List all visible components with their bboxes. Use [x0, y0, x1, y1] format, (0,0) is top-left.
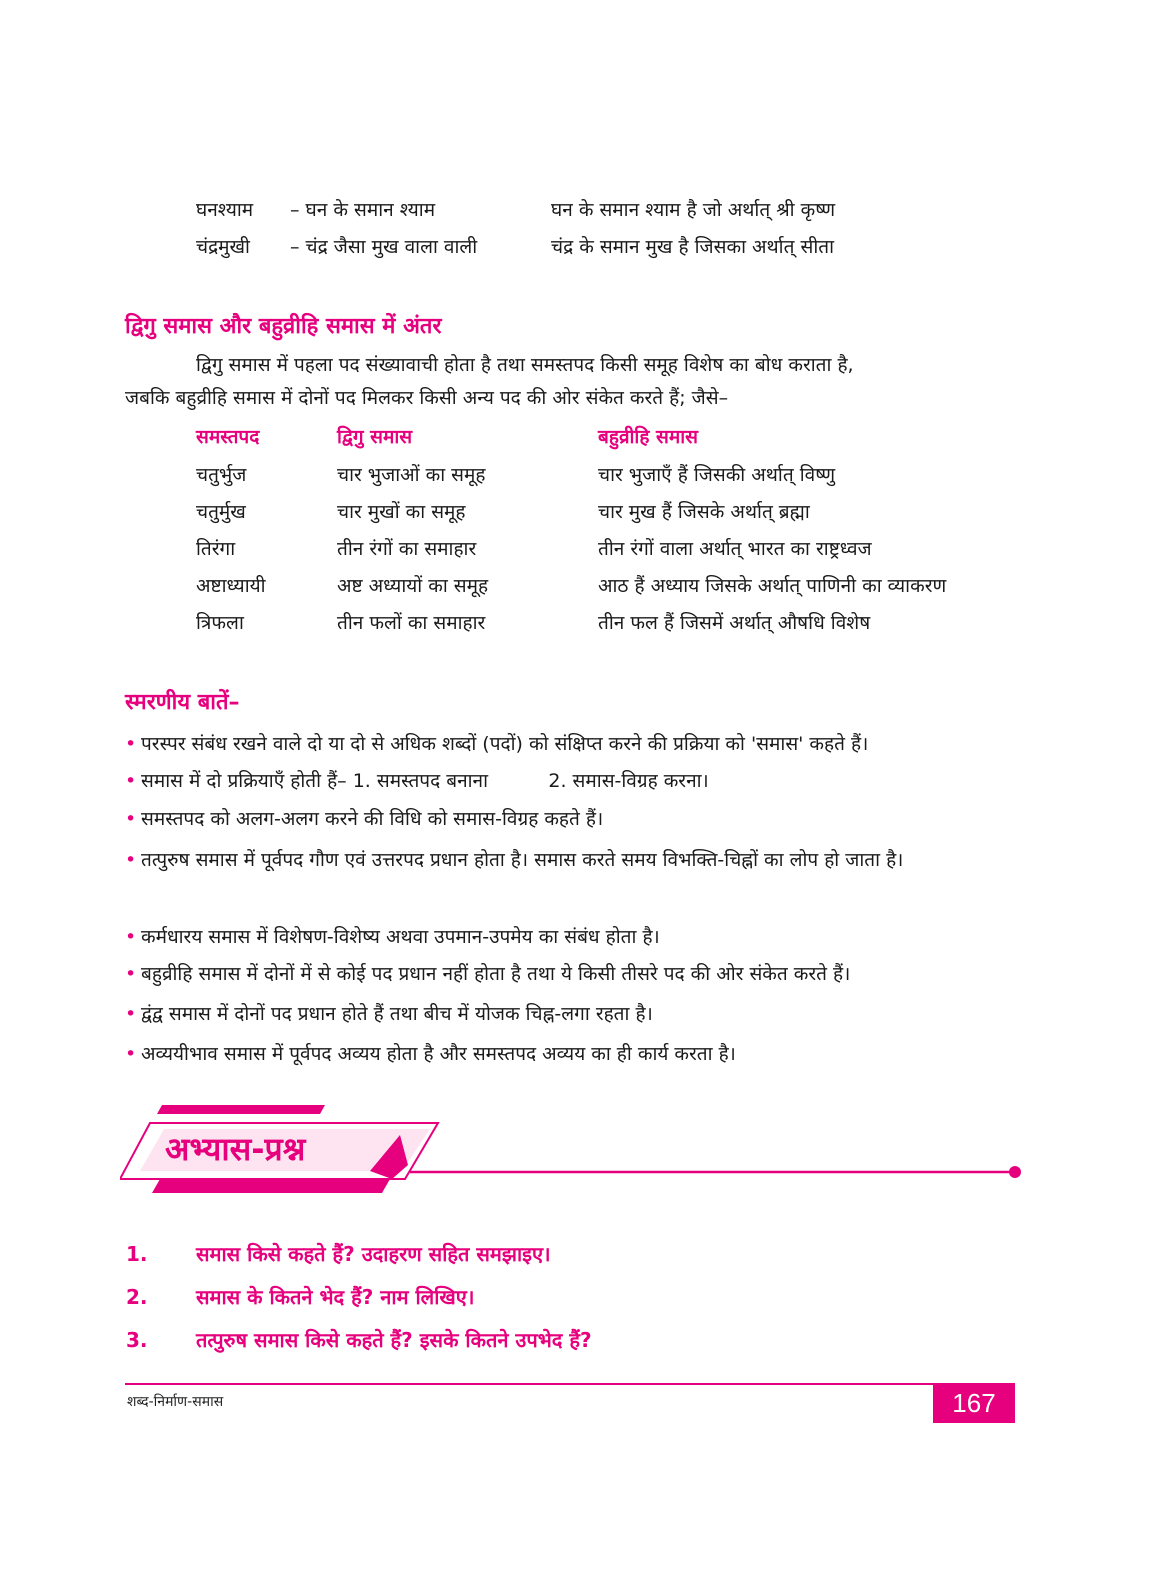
- example-word: चंद्रमुखी: [196, 236, 250, 258]
- section-heading-difference: द्विगु समास और बहुव्रीहि समास में अंतर: [125, 314, 442, 339]
- list-item: [125, 842, 1021, 878]
- table-cell: तीन फल हैं जिसमें अर्थात् औषधि विशेष: [598, 612, 871, 634]
- example-meaning: घन के समान श्याम है जो अर्थात् श्री कृष्ण: [551, 199, 836, 221]
- question-item: [126, 1240, 551, 1267]
- example-word: घनश्याम: [196, 199, 254, 221]
- footer-rule: [125, 1383, 933, 1385]
- list-item-text: द्वंद्व समास में दोनों पद प्रधान होते हैं तथा बीच में योजक चिह्न-लगा रहता है।: [141, 1003, 653, 1025]
- footer-chapter-title: शब्द-निर्माण-समास: [127, 1394, 224, 1410]
- list-item: [125, 726, 1005, 762]
- bullet-icon: •: [125, 733, 137, 755]
- page-number: 167: [933, 1383, 1015, 1423]
- question-number: 3.: [126, 1328, 148, 1352]
- bullet-icon: •: [125, 926, 137, 948]
- list-item-text: तत्पुरुष समास में पूर्वपद गौण एवं उत्तरपद प्रधान होता है। समास करते समय विभक्ति-चिह्नों का लोप हो जाता है।: [141, 849, 904, 871]
- paragraph-line: जबकि बहुव्रीहि समास में दोनों पद मिलकर किसी अन्य पद की ओर संकेत करते हैं; जैसे–: [125, 387, 729, 409]
- table-cell: चार भुजाओं का समूह: [337, 464, 486, 486]
- table-cell: चतुर्मुख: [196, 501, 246, 523]
- table-cell: तीन रंगों का समाहार: [337, 538, 477, 560]
- table-header: द्विगु समास: [337, 426, 413, 448]
- list-item-text: बहुव्रीहि समास में दोनों में से कोई पद प्रधान नहीं होता है तथा ये किसी तीसरे पद की ओर संकेत करते हैं।: [141, 963, 851, 985]
- list-item: [125, 763, 1005, 799]
- table-cell: तीन फलों का समाहार: [337, 612, 486, 634]
- table-cell: चार मुखों का समूह: [337, 501, 466, 523]
- section-heading-remember: स्मरणीय बातें–: [125, 690, 240, 715]
- example-meaning: चंद्र के समान मुख है जिसका अर्थात् सीता: [551, 236, 834, 258]
- table-cell: आठ हैं अध्याय जिसके अर्थात् पाणिनी का व्याकरण: [598, 575, 947, 597]
- table-header: बहुव्रीहि समास: [598, 426, 699, 448]
- question-item: [126, 1283, 474, 1310]
- table-cell: त्रिफला: [196, 612, 244, 634]
- table-cell: तीन रंगों वाला अर्थात् भारत का राष्ट्रध्वज: [598, 538, 872, 560]
- list-item-text: परस्पर संबंध रखने वाले दो या दो से अधिक शब्दों (पदों) को संक्षिप्त करने की प्रक्रिया को 'समास' कहते हैं।: [141, 733, 869, 755]
- question-number: 2.: [126, 1285, 148, 1309]
- question-text: तत्पुरुष समास किसे कहते हैं? इसके कितने उपभेद हैं?: [196, 1328, 592, 1352]
- example-vigrah: – घन के समान श्याम: [290, 199, 436, 221]
- list-item-text: अव्ययीभाव समास में पूर्वपद अव्यय होता है और समस्तपद अव्यय का ही कार्य करता है।: [141, 1043, 736, 1065]
- question-item: [126, 1326, 592, 1353]
- bullet-icon: •: [125, 963, 137, 985]
- bullet-icon: •: [125, 770, 137, 792]
- list-item: [125, 801, 1005, 837]
- list-item-text: समस्तपद को अलग-अलग करने की विधि को समास-विग्रह कहते हैं।: [141, 808, 604, 830]
- list-item: [125, 956, 1005, 992]
- table-cell: अष्टाध्यायी: [196, 575, 266, 597]
- table-header: समस्तपद: [196, 426, 260, 448]
- bullet-icon: •: [125, 808, 137, 830]
- list-item-text: कर्मधारय समास में विशेषण-विशेष्य अथवा उपमान-उपमेय का संबंध होता है।: [141, 926, 660, 948]
- exercise-banner-title: अभ्यास-प्रश्न: [165, 1130, 306, 1168]
- paragraph-line: द्विगु समास में पहला पद संख्यावाची होता है तथा समस्तपद किसी समूह विशेष का बोध कराता है,: [196, 354, 854, 376]
- table-cell: चार भुजाएँ हैं जिसकी अर्थात् विष्णु: [598, 464, 836, 486]
- question-text: समास किसे कहते हैं? उदाहरण सहित समझाइए।: [196, 1242, 551, 1266]
- bullet-icon: •: [125, 1043, 137, 1065]
- list-item: [125, 919, 1005, 955]
- example-vigrah: – चंद्र जैसा मुख वाला वाली: [290, 236, 478, 258]
- bullet-icon: •: [125, 849, 137, 871]
- list-item-text: समास में दो प्रक्रियाएँ होती हैं– 1. समस्तपद बनाना 2. समास-विग्रह करना।: [141, 770, 709, 792]
- bullet-icon: •: [125, 1003, 137, 1025]
- table-cell: तिरंगा: [196, 538, 236, 560]
- table-cell: चार मुख हैं जिसके अर्थात् ब्रह्मा: [598, 501, 810, 523]
- table-cell: चतुर्भुज: [196, 464, 247, 486]
- question-number: 1.: [126, 1242, 148, 1266]
- list-item: [125, 996, 1005, 1032]
- list-item: [125, 1036, 1005, 1072]
- question-text: समास के कितने भेद हैं? नाम लिखिए।: [196, 1285, 475, 1309]
- table-cell: अष्ट अध्यायों का समूह: [337, 575, 489, 597]
